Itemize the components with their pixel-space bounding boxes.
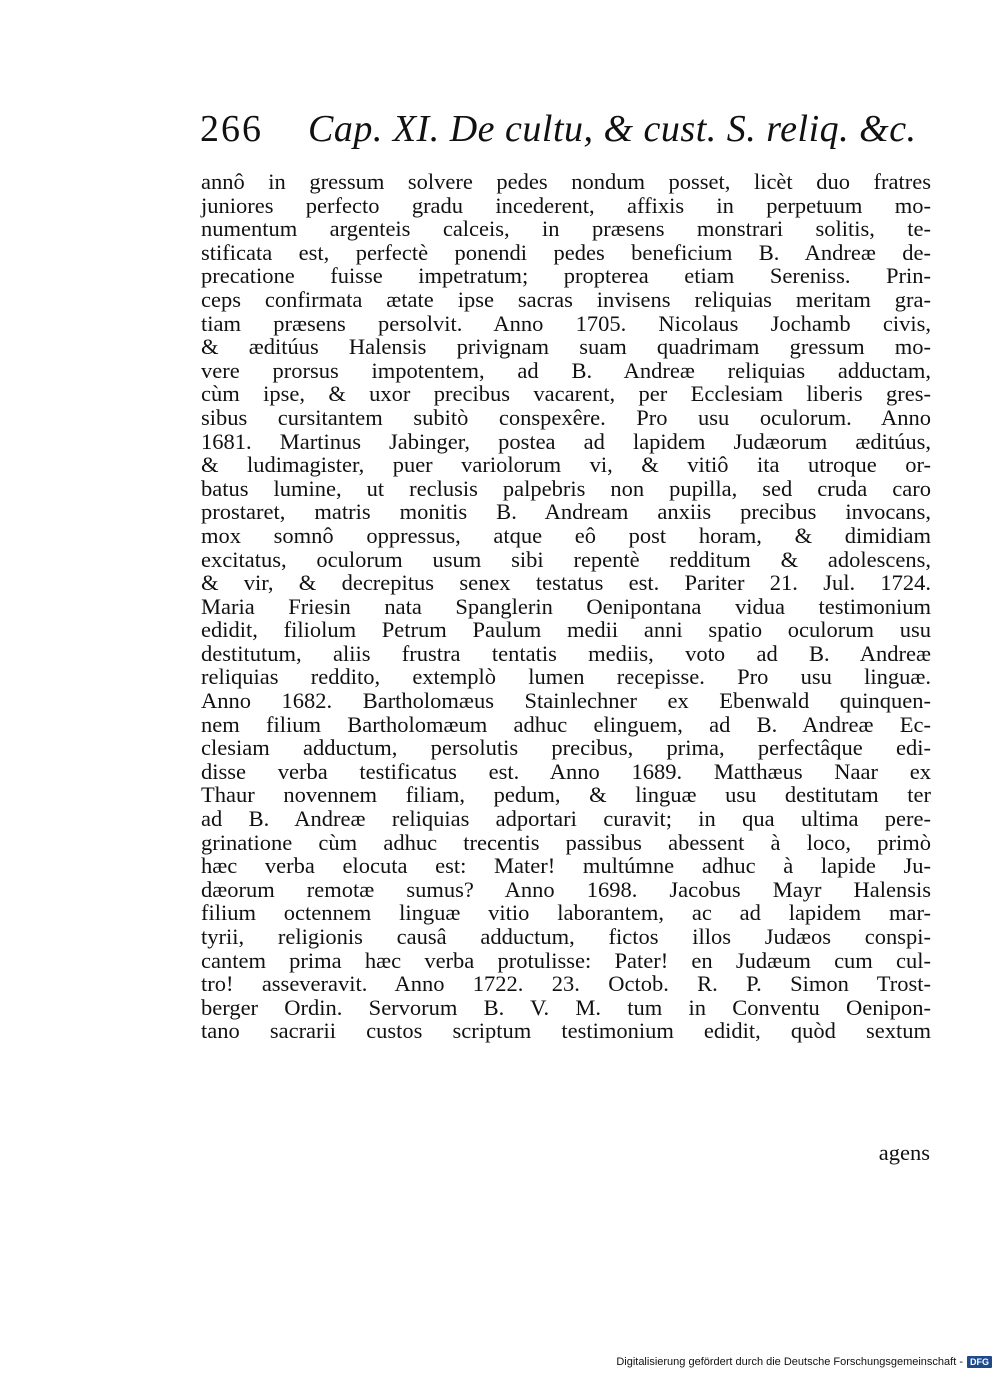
text-line: numentum argenteis calceis, in præsens monstrari solitis, te- bbox=[201, 216, 931, 242]
text-line: hæc verba elocuta est: Mater! multúmne adhuc à lapide Ju- bbox=[201, 853, 931, 879]
page-header bbox=[200, 104, 930, 154]
text-line: ad B. Andreæ reliquias adportari curavit; in qua ultima pere- bbox=[201, 806, 931, 832]
text-line: tiam præsens persolvit. Anno 1705. Nicolaus Jochamb civis, bbox=[201, 310, 931, 336]
text-line: cantem prima hæc verba protulisse: Pater! en Judæum cum cul- bbox=[201, 947, 931, 973]
catchword: agens bbox=[878, 1140, 930, 1165]
text-line: disse verba testificatus est. Anno 1689. Matthæus Naar ex bbox=[201, 758, 931, 784]
text-line: sibus cursitantem subitò conspexêre. Pro usu oculorum. Anno bbox=[201, 404, 931, 430]
page-number: 266 bbox=[200, 108, 263, 150]
text-line: batus lumine, ut reclusis palpebris non pupilla, sed cruda caro bbox=[201, 475, 931, 501]
text-line: precatione fuisse impetratum; propterea etiam Sereniss. Prin- bbox=[201, 263, 931, 289]
text-line: destitutum, aliis frustra tentatis mediis, voto ad B. Andreæ bbox=[201, 640, 931, 666]
text-line: cùm ipse, & uxor precibus vacarent, per Ecclesiam liberis gres- bbox=[201, 381, 931, 407]
text-line: tro! asseveravit. Anno 1722. 23. Octob. R. P. Simon Trost- bbox=[201, 971, 931, 997]
text-line: clesiam adductum, persolutis precibus, prima, perfectâque edi- bbox=[201, 735, 931, 761]
text-line: 1681. Martinus Jabinger, postea ad lapidem Judæorum æditúus, bbox=[201, 428, 931, 454]
text-line: excitatus, oculorum usum sibi repentè redditum & adolescens, bbox=[201, 546, 931, 572]
text-line: Anno 1682. Bartholomæus Stainlechner ex Ebenwald quinquen- bbox=[201, 688, 931, 714]
dfg-logo: DFG bbox=[967, 1356, 992, 1368]
text-line: Thaur novennem filiam, pedum, & linguæ usu destitutam ter bbox=[201, 782, 931, 808]
running-head: Cap. XI. De cultu, & cust. S. reliq. &c. bbox=[308, 108, 917, 150]
text-line: tyrii, religionis causâ adductum, fictos illos Judæos conspi- bbox=[201, 924, 931, 949]
text-line: & vir, & decrepitus senex testatus est. Pariter 21. Jul. 1724. bbox=[201, 570, 931, 596]
text-line: edidit, filiolum Petrum Paulum medii anni spatio oculorum usu bbox=[201, 617, 931, 643]
footer-credit bbox=[616, 1356, 992, 1368]
text-line: berger Ordin. Servorum B. V. M. tum in Conventu Oenipon- bbox=[201, 994, 931, 1020]
text-line: stificata est, perfectè ponendi pedes beneficium B. Andreæ de- bbox=[201, 239, 931, 265]
text-line: reliquias reddito, extemplò lumen recepisse. Pro usu linguæ. bbox=[201, 664, 931, 690]
text-line: & æditúus Halensis privignam suam quadrimam gressum mo- bbox=[201, 334, 931, 360]
text-line: filium octennem linguæ vitio laborantem, ac ad lapidem mar- bbox=[201, 900, 931, 926]
text-line: mox somnô oppressus, atque eô post horam, & dimidiam bbox=[201, 522, 931, 548]
text-line: nem filium Bartholomæum adhuc elinguem, ad B. Andreæ Ec- bbox=[201, 711, 931, 737]
text-line: tano sacrarii custos scriptum testimonium edidit, quòd sextum bbox=[201, 1018, 931, 1044]
text-line: grinatione cùm adhuc trecentis passibus abessent à loco, primò bbox=[201, 829, 931, 855]
text-line: dæorum remotæ sumus? Anno 1698. Jacobus Mayr Halensis bbox=[201, 876, 931, 902]
text-line: annô in gressum solvere pedes nondum posset, licèt duo fratres bbox=[201, 169, 931, 194]
footer-credit-text: Digitalisierung gefördert durch die Deutsche Forschungsgemeinschaft - bbox=[616, 1356, 963, 1368]
text-line: & ludimagister, puer variolorum vi, & vitiô ita utroque or- bbox=[201, 452, 931, 478]
text-line: ceps confirmata ætate ipse sacras invisens reliquias meritam gra- bbox=[201, 286, 931, 312]
body-text bbox=[201, 170, 931, 1043]
text-line: Maria Friesin nata Spanglerin Oenipontana vidua testimonium bbox=[201, 593, 931, 619]
text-line: prostaret, matris monitis B. Andream anxiis precibus invocans, bbox=[201, 499, 931, 525]
text-line: juniores perfecto gradu incederent, affixis in perpetuum mo- bbox=[201, 192, 931, 218]
text-line: vere prorsus impotentem, ad B. Andreæ reliquias adductam, bbox=[201, 357, 931, 383]
